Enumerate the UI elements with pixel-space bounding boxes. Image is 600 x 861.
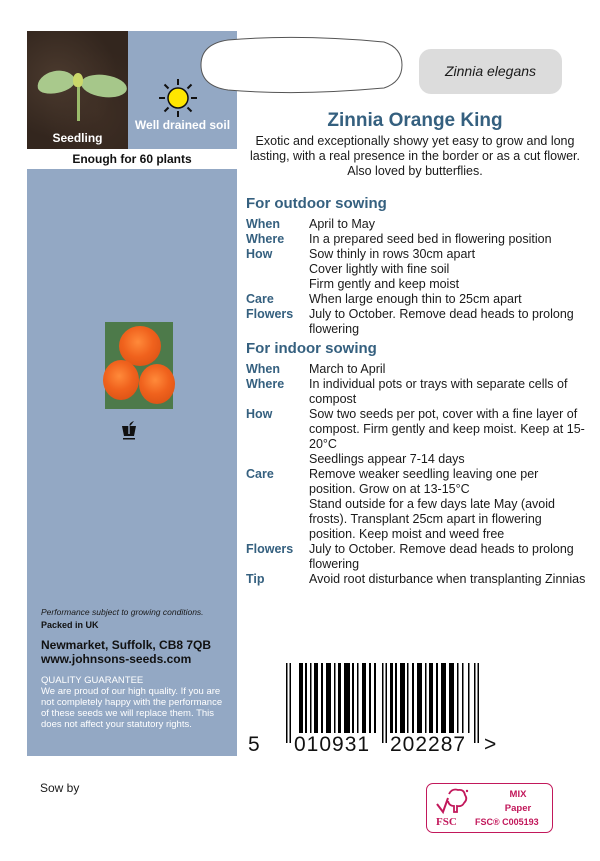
- guarantee-title: QUALITY GUARANTEE: [41, 675, 144, 686]
- seedling-label: Seedling: [52, 131, 103, 145]
- row-value: Firm gently and keep moist: [309, 277, 460, 291]
- row-label: Tip: [246, 572, 265, 586]
- instruction-row: [246, 542, 586, 572]
- instruction-row: [246, 247, 586, 262]
- row-label: Flowers: [246, 307, 294, 321]
- instruction-row: [246, 277, 586, 292]
- row-value: April to May: [309, 217, 375, 231]
- row-label: Where: [246, 377, 285, 391]
- fsc-certification: [426, 783, 553, 833]
- row-label: [246, 277, 309, 292]
- instruction-row: [246, 452, 586, 467]
- row-value: March to April: [309, 362, 386, 376]
- row-value: Seedlings appear 7-14 days: [309, 452, 465, 466]
- row-value: July to October. Remove dead heads to prolong flowering: [309, 542, 574, 571]
- row-label: How: [246, 247, 273, 261]
- instruction-row: [246, 232, 586, 247]
- fsc-paper: Paper: [504, 803, 532, 814]
- instruction-row: [246, 307, 586, 337]
- row-value: Remove weaker seedling leaving one per position. Grow on at 13-15°C: [309, 467, 539, 496]
- row-value: Avoid root disturbance when transplanting Zinnias: [309, 572, 586, 586]
- row-label: How: [246, 407, 273, 421]
- packed-in: Packed in UK: [41, 620, 99, 630]
- row-value: When large enough thin to 25cm apart: [309, 292, 522, 306]
- plant-pot-icon: [119, 419, 139, 441]
- row-value: In individual pots or trays with separate cells of compost: [309, 377, 568, 406]
- section-title: For indoor sowing: [246, 340, 377, 357]
- section-title: For outdoor sowing: [246, 195, 387, 212]
- barcode-right-digits: 202287: [390, 733, 467, 756]
- sow-by-label: Sow by: [40, 781, 80, 795]
- row-label: [246, 497, 309, 542]
- instruction-row: [246, 262, 586, 277]
- instruction-row: [246, 217, 586, 232]
- seedling-photo: [27, 31, 128, 149]
- instruction-row: [246, 362, 586, 377]
- barcode-left-digits: 010931: [294, 733, 371, 756]
- company-website[interactable]: www.johnsons-seeds.com: [41, 652, 192, 666]
- latin-name: Zinnia elegans: [419, 49, 562, 94]
- hanger-hole: [198, 36, 404, 94]
- guarantee-text: We are proud of our high quality. If you are not completely happy with the performance of these seeds we will replace them. This does not affect your statutory rights.: [41, 686, 223, 730]
- row-value: Sow two seeds per pot, cover with a fine layer of compost. Firm gently and keep moist. Keep at 15-20°C: [309, 407, 585, 451]
- barcode-first-digit: 5: [248, 733, 260, 756]
- barcode-marker: >: [484, 733, 497, 756]
- seed-quantity: Enough for 60 plants: [72, 152, 192, 166]
- row-value: Stand outside for a few days late May (avoid frosts). Transplant 25cm apart in flowering position. Keep moist and weed free: [309, 497, 555, 541]
- soil-label: Well drained soil: [134, 118, 231, 132]
- flower-photo: [105, 322, 173, 409]
- product-description: Exotic and exceptionally showy yet easy to grow and long lasting, with a real presence in the border or as a cut flower. Also loved by butterflies.: [249, 134, 581, 178]
- product-title: Zinnia Orange King: [327, 110, 503, 131]
- sowing-instructions: [246, 195, 586, 587]
- barcode: [248, 661, 586, 756]
- company-info: [41, 607, 231, 730]
- fsc-license-code: FSC® C005193: [475, 817, 539, 827]
- row-label: Care: [246, 467, 274, 481]
- row-label: Flowers: [246, 542, 294, 556]
- indoor-sowing-section: [246, 340, 586, 587]
- sun-icon: [158, 78, 198, 118]
- row-value: Sow thinly in rows 30cm apart: [309, 247, 476, 261]
- fsc-wordmark: FSC: [436, 816, 457, 828]
- instruction-row: [246, 467, 586, 497]
- row-value: Cover lightly with fine soil: [309, 262, 450, 276]
- instruction-row: [246, 292, 586, 307]
- instruction-row: [246, 572, 586, 587]
- row-value: July to October. Remove dead heads to prolong flowering: [309, 307, 574, 336]
- row-label: [246, 452, 309, 467]
- row-label: [246, 262, 309, 277]
- row-value: In a prepared seed bed in flowering position: [309, 232, 552, 246]
- instruction-row: [246, 377, 586, 407]
- instruction-row: [246, 407, 586, 452]
- info-panel: [27, 169, 237, 756]
- instruction-row: [246, 497, 586, 542]
- company-address: Newmarket, Suffolk, CB8 7QB: [41, 638, 212, 652]
- performance-note: Performance subject to growing conditions.: [41, 607, 204, 617]
- outdoor-sowing-section: [246, 195, 586, 337]
- row-label: Where: [246, 232, 285, 246]
- row-label: When: [246, 362, 281, 376]
- row-label: When: [246, 217, 281, 231]
- row-label: Care: [246, 292, 274, 306]
- fsc-tree-icon: [435, 788, 469, 816]
- fsc-mix: MIX: [509, 789, 527, 800]
